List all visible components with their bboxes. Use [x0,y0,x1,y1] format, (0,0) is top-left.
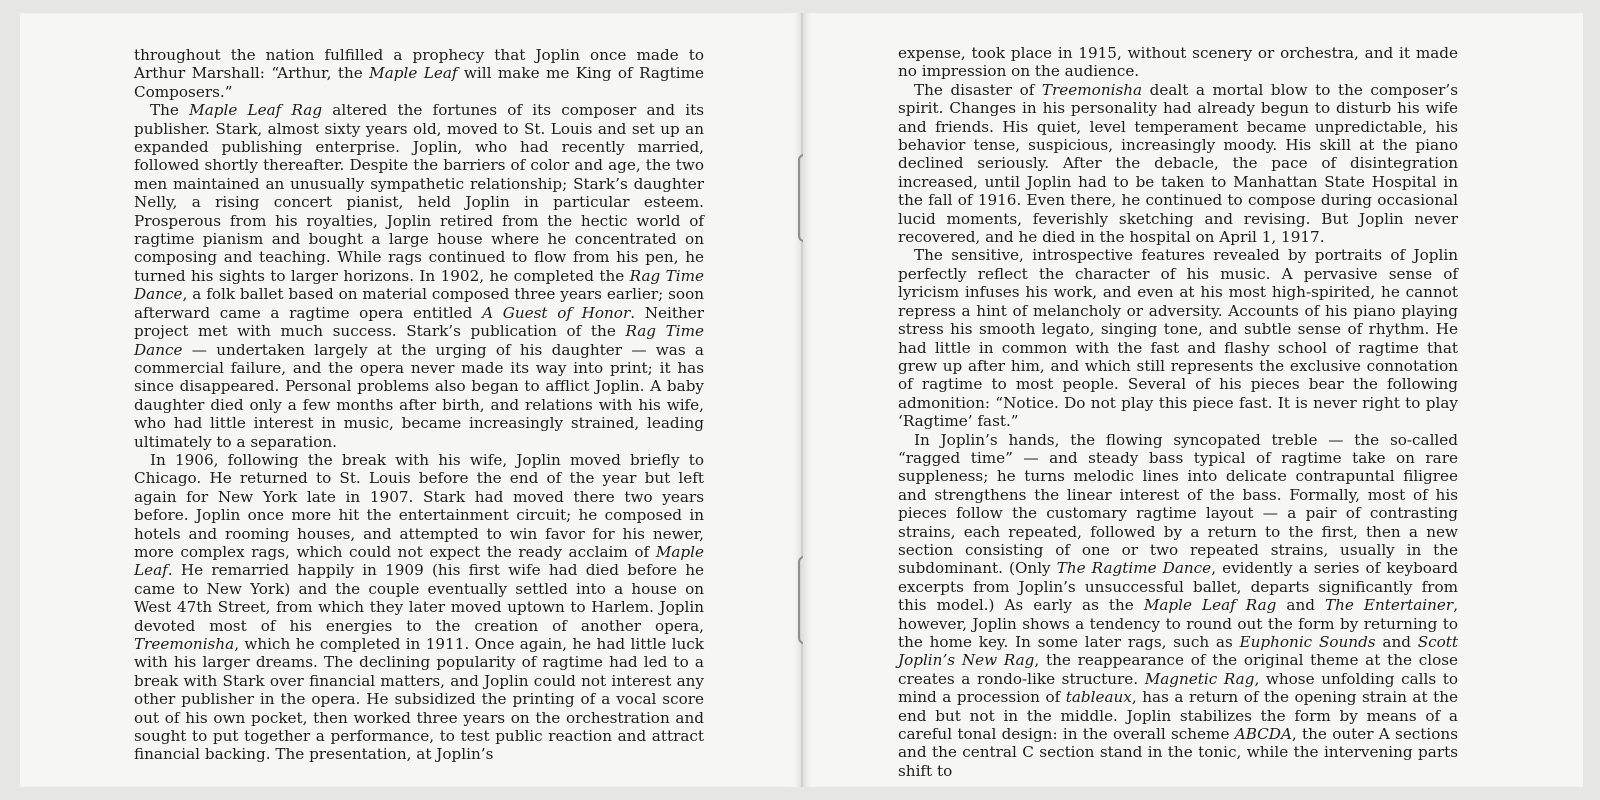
left-paragraph-2: The Maple Leaf Rag altered the fortunes of its composer and its publisher. Stark, almost sixty years old, moved to St. Louis and set up an expanded publishing enterprise. Joplin, who had recently married, followed shortly thereafter. Despite the barriers of color and age, the two men maintained an unusually sympathetic relationship; Stark’s daughter Nelly, a rising concert pianist, held Joplin in particular esteem. Prosperous from his royalties, Joplin retired from the hectic world of ragtime pianism and bought a large house where he concentrated on composing and teaching. While rags continued to flow from his pen, he turned his sights to larger horizons. In 1902, he completed the Rag Time Dance, a folk ballet based on material composed three years earlier; soon afterward came a ragtime opera entitled A Guest of Honor. Neither project met with much success. Stark’s publication of the Rag Time Dance — undertaken largely at the urging of his daughter — was a commercial failure, and the opera never made its way into print; it has since disappeared. Personal problems also began to afflict Joplin. A baby daughter died only a few months after birth, and relations with his wife, who had little interest in music, became increasingly strained, leading ultimately to a separation. [134,101,705,451]
left-page [20,13,802,787]
right-page-text [898,44,1458,780]
left-page-text [134,46,704,764]
right-paragraph-4: In Joplin’s hands, the flowing syncopated treble — the so-called “ragged time” — and steady bass typical of ragtime take on rare suppleness; he turns melodic lines into delicate contrapuntal filigree and strengthens the linear interest of the bass. Formally, most of his pieces follow the customary ragtime layout — a pair of contrasting strains, each repeated, followed by a return to the first, then a new section consisting of one or two repeated strains, usually in the subdominant. (Only The Ragtime Dance, evidently a series of keyboard excerpts from Joplin’s unsuccessful ballet, departs significantly from this model.) As early as the Maple Leaf Rag and The Entertainer, however, Joplin shows a tendency to round out the form by returning to the home key. In some later rags, such as Euphonic Sounds and Scott Joplin’s New Rag, the reappearance of the original theme at the close creates a rondo-like structure. Magnetic Rag, whose unfolding calls to mind a procession of tableaux, has a return of the opening strain at the end but not in the middle. Joplin stabilizes the form by means of a careful tonal design: in the overall scheme ABCDA, the outer A sections and the central C section stand in the tonic, while the intervening parts shift to [898,430,1459,780]
right-page [803,13,1583,787]
right-paragraph-3: The sensitive, introspective features revealed by portraits of Joplin perfectly reflect the character of his music. A pervasive sense of lyricism infuses his work, and even at his most high-spirited, he cannot repress a hint of melancholy or adversity. Accounts of his piano playing stress his smooth legato, singing tone, and subtle sense of rhythm. He had little in common with the fast and flashy school of ragtime that grew up after him, and which still represents the exclusive connotation of ragtime to most people. Several of his pieces bear the following admonition: “Notice. Do not play this piece fast. It is never right to play ‘Ragtime’ fast.” [898,246,1458,431]
right-paragraph-2: The disaster of Treemonisha dealt a mortal blow to the composer’s spirit. Changes in his personality had already begun to disturb his wife and friends. His quiet, level temperament became unpredictable, his behavior tense, suspicious, increasingly moody. His skill at the piano declined seriously. After the debacle, the pace of disintegration increased, until Joplin had to be taken to Manhattan State Hospital in the fall of 1916. Even there, he continued to compose during occasional lucid moments, feverishly sketching and revising. But Joplin never recovered, and he died in the hospital on April 1, 1917. [898,80,1458,247]
left-paragraph-3: In 1906, following the break with his wife, Joplin moved briefly to Chicago. He returned to St. Louis before the end of the year but left again for New York late in 1907. Stark had moved there two years before. Joplin once more hit the entertainment circuit; he composed in hotels and rooming houses, and attempted to win favor for his newer, more complex rags, which could not expect the ready acclaim of Maple Leaf. He remarried happily in 1909 (his first wife had died before he came to New York) and the couple eventually settled into a house on West 47th Street, from which they later moved uptown to Harlem. Joplin devoted most of his energies to the creation of another opera, Treemonisha, which he completed in 1911. Once again, he had little luck with his larger dreams. The declining popularity of ragtime had led to a break with Stark over financial matters, and Joplin could not interest any other publisher in the opera. He subsidized the printing of a vocal score out of his own pocket, then worked three years on the orchestration and sought to put together a performance, to test public reaction and attract financial backing. The presentation, at Joplin’s [134,450,704,764]
right-paragraph-1: expense, took place in 1915, without scenery or orchestra, and it made no impression on the audience. [898,44,1458,81]
left-paragraph-1: throughout the nation fulfilled a prophecy that Joplin once made to Arthur Marshall: “Arthur, the Maple Leaf will make me King of Ragtime Composers.” [134,46,705,101]
